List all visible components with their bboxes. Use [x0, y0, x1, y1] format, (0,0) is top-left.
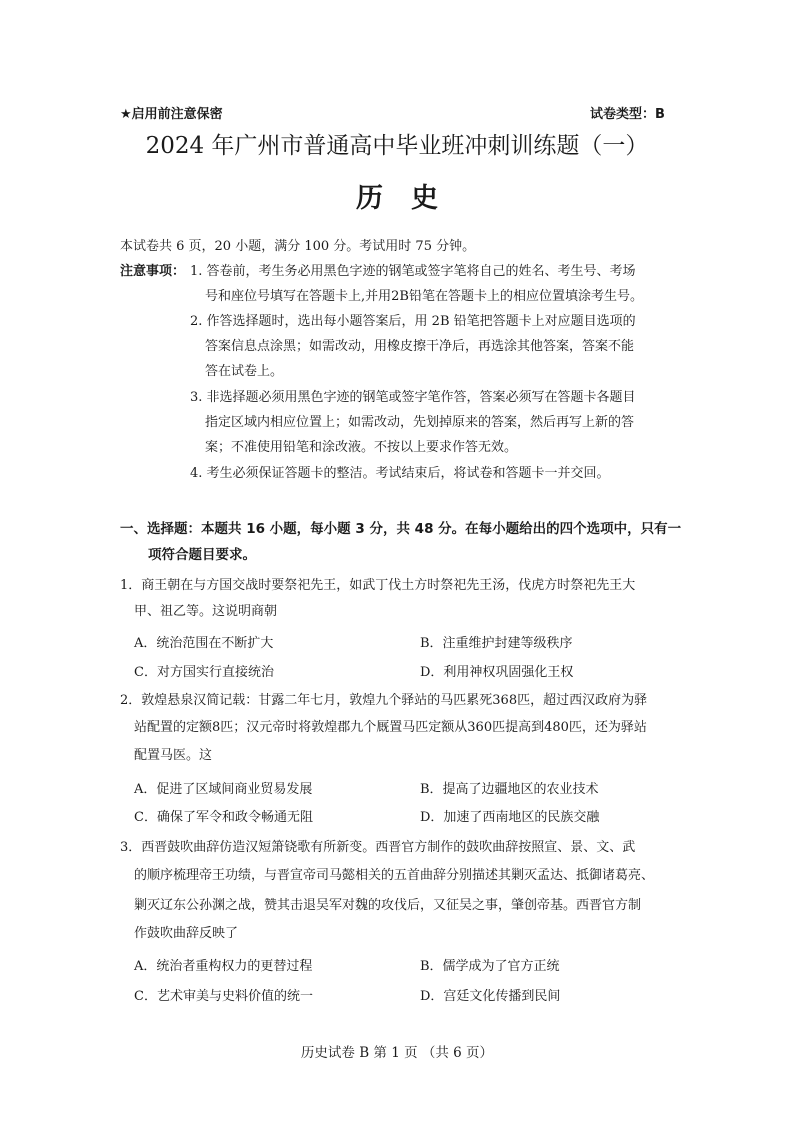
notes-line: 指定区域内相应位置上；如需改动，先划掉原来的答案，然后再写上新的答: [205, 415, 635, 430]
question-3-option-a: A．统治者重构权力的更替过程: [134, 959, 313, 974]
question-2-stem: 2．敦煌悬泉汉简记载：甘露二年七月，敦煌九个驿站的马匹累死368匹，超过西汉政府为驿: [120, 693, 648, 708]
question-2-option-a: A．促进了区域间商业贸易发展: [134, 782, 313, 797]
notes-line: 答案信息点涂黑；如需改动，用橡皮擦干净后，再选涂其他答案，答案不能: [205, 339, 635, 354]
question-1-option-c: C．对方国实行直接统治: [134, 665, 274, 680]
question-1-option-d: D．利用神权巩固强化王权: [420, 665, 574, 680]
notes-line: 4. 考生必须保证答题卡的整洁。考试结束后，将试卷和答题卡一并交回。: [190, 466, 610, 481]
confidential-notice: ★启用前注意保密: [120, 107, 223, 122]
question-1-option-a: A．统治范围在不断扩大: [134, 636, 274, 651]
question-3-stem: 3．西晋鼓吹曲辞仿造汉短箫铙歌有所新变。西晋官方制作的鼓吹曲辞按照宣、景、文、武: [120, 840, 636, 855]
page-footer: 历史试卷 B 第 1 页 （共 6 页）: [300, 1045, 494, 1061]
subject-title: 历史: [356, 183, 466, 214]
question-2-stem: 站配置的定额8匹；汉元帝时将敦煌郡九个厩置马匹定额从360匹提高到480匹，还为驿站: [134, 720, 647, 735]
section-heading-cont: 项符合题目要求。: [148, 547, 256, 563]
section-heading: 一、选择题：本题共 16 小题，每小题 3 分，共 48 分。在每小题给出的四个选项中，只有一: [120, 521, 682, 537]
question-3-option-c: C．艺术审美与史料价值的统一: [134, 989, 313, 1004]
question-2-stem: 配置马医。这: [134, 748, 213, 763]
question-2-option-b: B．提高了边疆地区的农业技术: [420, 782, 599, 797]
question-2-option-c: C．确保了军令和政令畅通无阻: [134, 810, 313, 825]
notes-line: 案；不准使用铅笔和涂改液。不按以上要求作答无效。: [205, 440, 518, 455]
question-3-stem: 剿灭辽东公孙渊之战，赞其击退吴军对魏的攻伐后，又征吴之事，肇创帝基。西晋官方制: [134, 898, 642, 913]
notes-line: 3. 非选择题必须用黑色字迹的钢笔或签字笔作答，答案必须写在答题卡各题目: [190, 390, 636, 405]
notes-label: 注意事项：: [120, 264, 186, 279]
notes-line: 2. 作答选择题时，选出每小题答案后，用 2B 铅笔把答题卡上对应题目选项的: [190, 314, 636, 329]
question-3-option-d: D．宫廷文化传播到民间: [420, 989, 561, 1004]
question-3-option-b: B．儒学成为了官方正统: [420, 959, 560, 974]
question-1-stem: 1．商王朝在与方国交战时要祭祀先王，如武丁伐土方时祭祀先王汤，伐虎方时祭祀先王大: [120, 578, 636, 593]
notes-line: 1. 答卷前，考生务必用黑色字迹的钢笔或签字笔将自己的姓名、考生号、考场: [190, 264, 636, 279]
question-3-stem: 作鼓吹曲辞反映了: [134, 926, 239, 941]
exam-intro: 本试卷共 6 页，20 小题，满分 100 分。考试用时 75 分钟。: [120, 239, 476, 254]
question-3-stem: 的顺序梳理帝王功绩，与晋宣帝司马懿相关的五首曲辞分别描述其剿灭孟达、抵御诸葛亮、: [134, 868, 655, 883]
question-1-stem: 甲、祖乙等。这说明商朝: [134, 604, 278, 619]
question-1-option-b: B．注重维护封建等级秩序: [420, 636, 573, 651]
notes-line: 号和座位号填写在答题卡上,并用2B铅笔在答题卡上的相应位置填涂考生号。: [205, 289, 643, 304]
notes-line: 答在试卷上。: [205, 364, 284, 379]
exam-title: 2024 年广州市普通高中毕业班冲刺训练题（一）: [145, 133, 649, 159]
question-2-option-d: D．加速了西南地区的民族交融: [420, 810, 600, 825]
paper-type: 试卷类型：B: [590, 107, 665, 122]
